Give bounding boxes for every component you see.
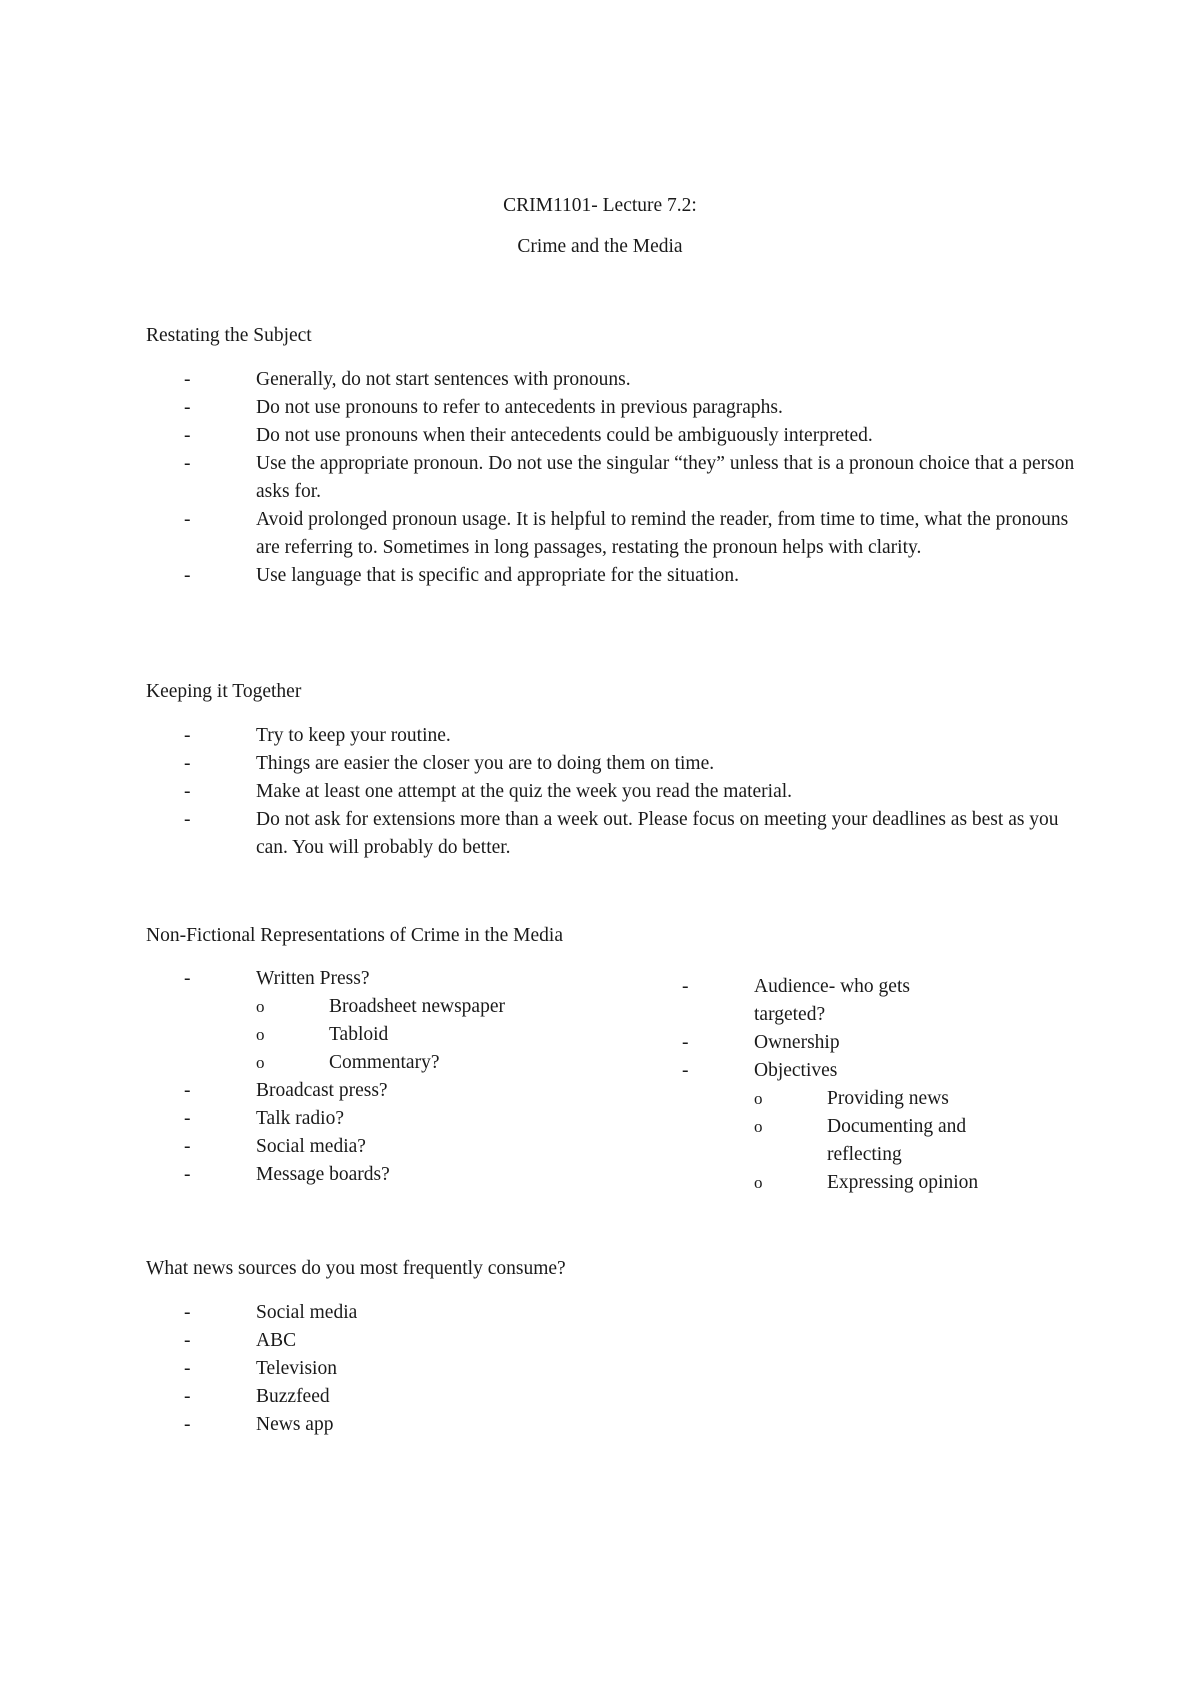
dash-bullet: - [682,1032,689,1053]
list-item: - News app [184,1411,784,1439]
dash-bullet: - [184,725,191,746]
circle-bullet: o [754,1117,763,1136]
list-item: - Written Press? o Broadsheet newspaper o Tabloid o Commentary? [184,965,664,1077]
lecture-subtitle: Crime and the Media [517,236,683,257]
circle-bullet: o [754,1089,763,1108]
nonfiction-right-list [682,973,982,1197]
circle-bullet: o [754,1173,763,1192]
list-item: - Buzzfeed [184,1383,784,1411]
sub-list-item: o Commentary? [184,1049,664,1077]
dash-bullet: - [184,509,191,530]
dash-bullet: - [184,1164,191,1185]
list-item: - Social media [184,1299,784,1327]
dash-bullet: - [184,1080,191,1101]
list-item: - Things are easier the closer you are to doing them on time. [184,750,1064,778]
sources-list [184,1299,784,1439]
dash-bullet: - [184,781,191,802]
list-item: - Do not use pronouns when their antecedents could be ambiguously interpreted. [184,422,1084,450]
objectives-sublist [682,1085,982,1197]
dash-bullet: - [682,976,689,997]
list-item: - Ownership [682,1029,982,1057]
list-item: - Audience- who gets targeted? [682,973,982,1029]
dash-bullet: - [184,425,191,446]
section-heading-nonfiction: Non-Fictional Representations of Crime in the Media [146,925,563,946]
list-item: - ABC [184,1327,784,1355]
sub-list-item: o Tabloid [184,1021,664,1049]
list-item: - Use the appropriate pronoun. Do not use the singular “they” unless that is a pronoun choice that a person asks for. [184,450,1084,506]
dash-bullet: - [184,1136,191,1157]
sub-list-item: o Providing news [682,1085,982,1113]
section-heading-keeping: Keeping it Together [146,681,302,702]
section-heading-sources: What news sources do you most frequently consume? [146,1258,566,1279]
sub-list-item: o Broadsheet newspaper [184,993,664,1021]
dash-bullet: - [184,1302,191,1323]
dash-bullet: - [184,369,191,390]
circle-bullet: o [256,1025,265,1044]
list-item: - Use language that is specific and appropriate for the situation. [184,562,1084,590]
list-item: - Make at least one attempt at the quiz the week you read the material. [184,778,1064,806]
circle-bullet: o [256,1053,265,1072]
circle-bullet: o [256,997,265,1016]
sub-list-item: o Expressing opinion [682,1169,982,1197]
list-item: - Generally, do not start sentences with pronouns. [184,366,1084,394]
list-item: - Avoid prolonged pronoun usage. It is helpful to remind the reader, from time to time, what the pronouns are referring to. Sometimes in long passages, restating the pronoun helps with clarity. [184,506,1084,562]
list-item: - Try to keep your routine. [184,722,1064,750]
dash-bullet: - [184,809,191,830]
dash-bullet: - [184,968,191,989]
list-item: - Message boards? [184,1161,664,1189]
list-item: - Objectives o Providing news o Documenting and reflecting o Expressing opinion [682,1057,982,1197]
written-press-sublist [184,993,664,1077]
list-item: - Do not ask for extensions more than a week out. Please focus on meeting your deadlines as best as you can. You will probably do better. [184,806,1064,862]
list-item: - Social media? [184,1133,664,1161]
dash-bullet: - [184,565,191,586]
list-item: - Talk radio? [184,1105,664,1133]
dash-bullet: - [184,1108,191,1129]
dash-bullet: - [184,753,191,774]
list-item: - Television [184,1355,784,1383]
dash-bullet: - [184,1414,191,1435]
keeping-list [184,722,1064,862]
nonfiction-left-list [184,965,664,1189]
list-item: - Broadcast press? [184,1077,664,1105]
sub-list-item: o Documenting and reflecting [682,1113,982,1169]
dash-bullet: - [682,1060,689,1081]
section-heading-restating: Restating the Subject [146,325,312,346]
lecture-title: CRIM1101- Lecture 7.2: [503,195,697,216]
dash-bullet: - [184,1330,191,1351]
dash-bullet: - [184,397,191,418]
dash-bullet: - [184,453,191,474]
restating-list [184,366,1084,590]
list-item: - Do not use pronouns to refer to antecedents in previous paragraphs. [184,394,1084,422]
dash-bullet: - [184,1386,191,1407]
dash-bullet: - [184,1358,191,1379]
